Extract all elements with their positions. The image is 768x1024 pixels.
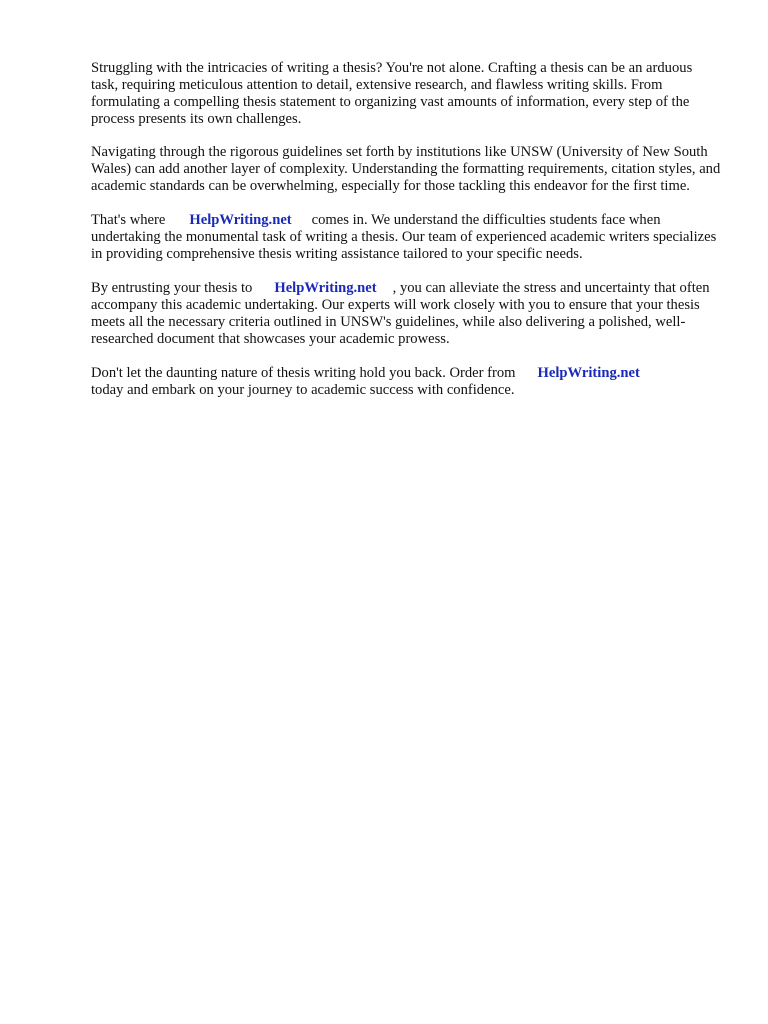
paragraph-intro	[91, 60, 721, 128]
paragraph-service	[91, 212, 721, 263]
paragraph-entrust-rest: , you can alleviate the stress and uncertainty that often accompany this academic undertaking. Our experts will work closely with you to ensure that your thesis meets all the necessary criteria outlined in UNSW's guidelines, while also delivering a polished, well-researched document that showcases your academic prowess.	[91, 280, 710, 347]
paragraph-intro-text: Struggling with the intricacies of writing a thesis? You're not alone. Crafting a thesis can be an arduous task, requiring meticulous attention to detail, extensive research, and flawless writing skills. From formulating a compelling thesis statement to organizing vast amounts of information, every step of the process presents its own challenges.	[91, 60, 693, 127]
paragraph-order	[91, 365, 721, 399]
paragraph-service-rest: comes in. We understand the difficulties students face when undertaking the monumental task of writing a thesis. Our team of experienced academic writers specializes in providing comprehensive thesis writing assistance tailored to your specific needs.	[91, 212, 717, 262]
helpwriting-link-2[interactable]: HelpWriting.net	[274, 280, 377, 296]
document-body	[91, 60, 721, 416]
paragraph-guidelines-text: Navigating through the rigorous guidelines set forth by institutions like UNSW (University of New South Wales) can add another layer of complexity. Understanding the formatting requirements, citation styles, and academic standards can be overwhelming, especially for those tackling this endeavor for the first time.	[91, 144, 721, 194]
paragraph-order-lead: Don't let the daunting nature of thesis writing hold you back. Order from	[91, 365, 516, 381]
paragraph-entrust	[91, 280, 721, 348]
helpwriting-link-3[interactable]: HelpWriting.net	[537, 365, 640, 381]
paragraph-order-rest: today and embark on your journey to academic success with confidence.	[91, 382, 515, 398]
paragraph-service-lead: That's where	[91, 212, 166, 228]
helpwriting-link-1[interactable]: HelpWriting.net	[189, 212, 292, 228]
paragraph-entrust-lead: By entrusting your thesis to	[91, 280, 253, 296]
paragraph-guidelines	[91, 144, 721, 195]
